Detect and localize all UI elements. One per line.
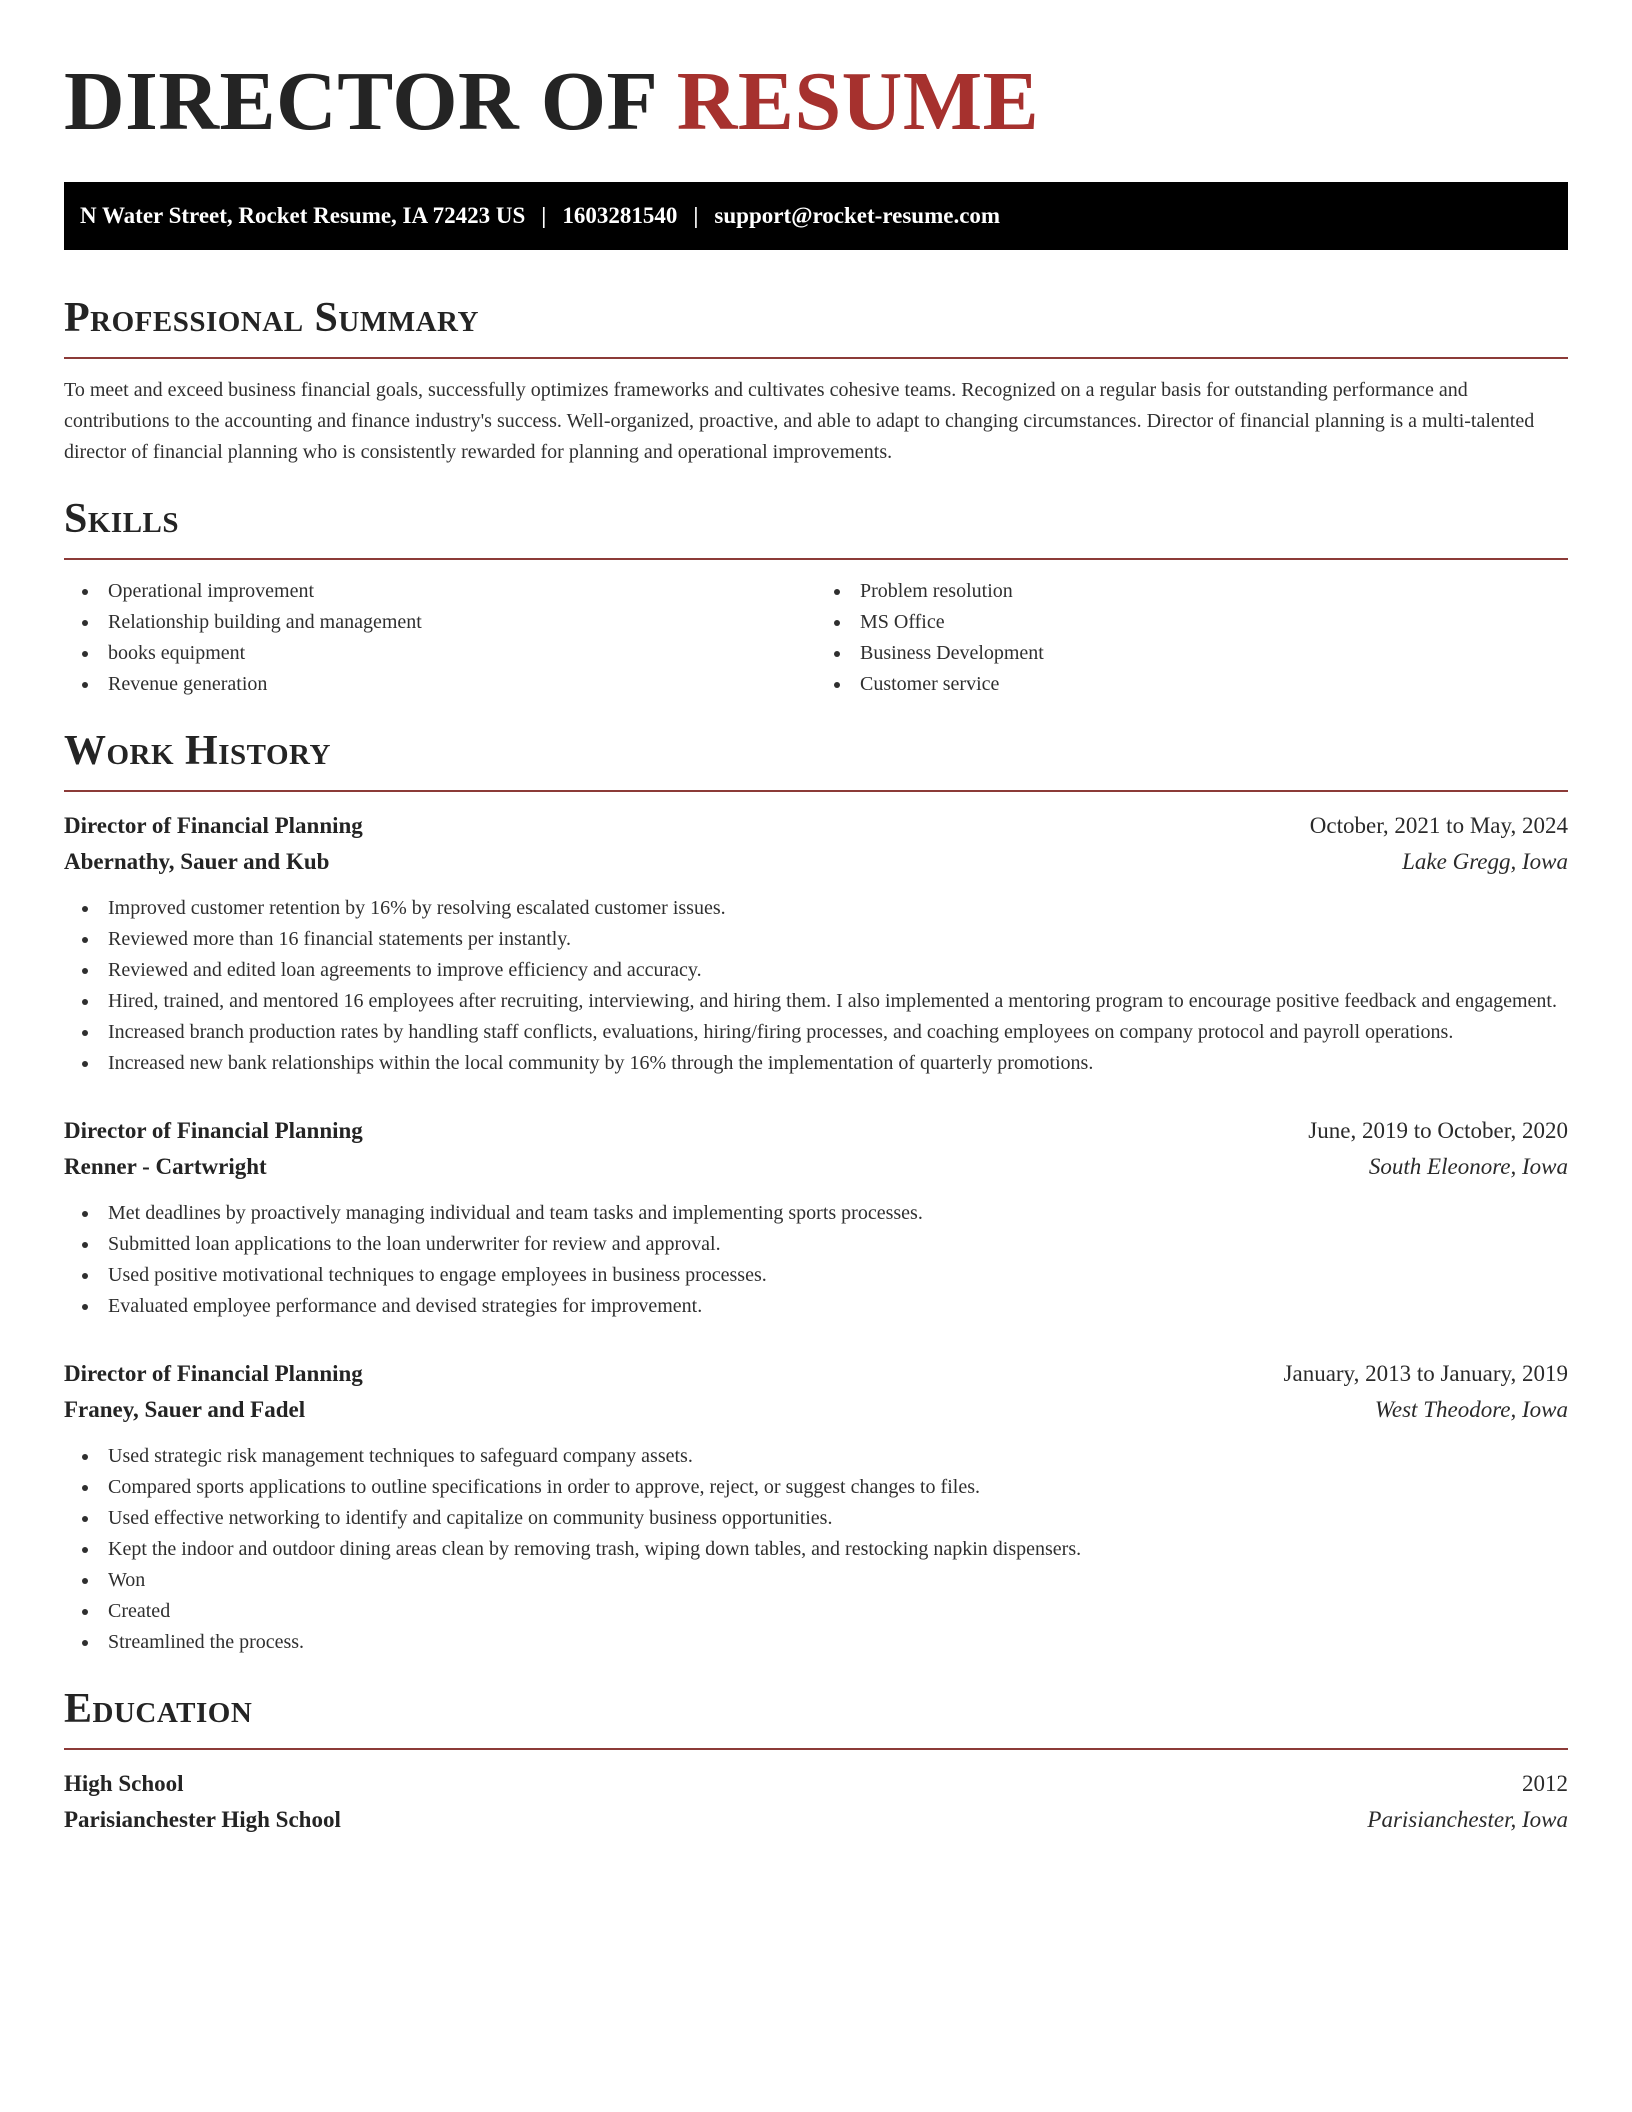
contact-separator: |	[541, 203, 547, 228]
skill-item: Problem resolution	[860, 576, 1568, 607]
job-bullet: Compared sports applications to outline specifications in order to approve, reject, or suggest changes to files.	[108, 1472, 1568, 1503]
job-entry	[64, 1356, 1568, 1658]
job-bullet: Won	[108, 1565, 1568, 1596]
job-bullet: Used strategic risk management techniques to safeguard company assets.	[108, 1441, 1568, 1472]
summary-text: To meet and exceed business financial goals, successfully optimizes frameworks and cultivates cohesive teams. Recognized on a regular basis for outstanding performance and contributions to the accounting and finance industry's success. Well-organized, proactive, and able to adapt to changing circumstances. Director of financial planning is a multi-talented director of financial planning who is consistently rewarded for planning and operational improvements.	[64, 379, 1535, 463]
contact-address: N Water Street, Rocket Resume, IA 72423 US	[80, 203, 526, 228]
job-header-row	[64, 1356, 1568, 1392]
name-part-2: RESUME	[676, 55, 1040, 148]
job-dates: January, 2013 to January, 2019	[1283, 1361, 1568, 1386]
job-company: Franey, Sauer and Fadel	[64, 1397, 306, 1422]
section-title-work-history: Work History	[64, 728, 331, 774]
job-company-row	[64, 1392, 1568, 1428]
education-school-row	[64, 1802, 1568, 1838]
job-bullet: Evaluated employee performance and devised strategies for improvement.	[108, 1291, 1568, 1322]
job-bullet: Submitted loan applications to the loan underwriter for review and approval.	[108, 1229, 1568, 1260]
skill-item: books equipment	[108, 638, 816, 669]
job-company-row	[64, 1149, 1568, 1185]
contact-bar	[64, 182, 1568, 250]
skills-grid	[64, 576, 1568, 700]
job-bullet: Used positive motivational techniques to engage employees in business processes.	[108, 1260, 1568, 1291]
skill-item: Revenue generation	[108, 669, 816, 700]
education-location: Parisianchester, Iowa	[1367, 1807, 1568, 1832]
job-bullet: Increased branch production rates by handling staff conflicts, evaluations, hiring/firing processes, and coaching employees on company protocol and payroll operations.	[108, 1017, 1568, 1048]
job-location: West Theodore, Iowa	[1374, 1397, 1568, 1422]
job-bullet: Hired, trained, and mentored 16 employees after recruiting, interviewing, and hiring them. I also implemented a mentoring program to encourage positive feedback and engagement.	[108, 986, 1568, 1017]
job-bullet: Increased new bank relationships within the local community by 16% through the implementation of quarterly promotions.	[108, 1048, 1568, 1079]
job-bullet: Met deadlines by proactively managing individual and team tasks and implementing sports processes.	[108, 1198, 1568, 1229]
job-company-row	[64, 844, 1568, 880]
contact-email: support@rocket-resume.com	[714, 203, 1001, 228]
skill-item: Operational improvement	[108, 576, 816, 607]
contact-separator: |	[693, 203, 699, 228]
education-section	[64, 1684, 1568, 1838]
job-bullets	[64, 893, 1568, 1079]
skill-item: Relationship building and management	[108, 607, 816, 638]
section-title-skills: Skills	[64, 496, 180, 542]
job-bullet: Used effective networking to identify and capitalize on community business opportunities.	[108, 1503, 1568, 1534]
section-divider	[64, 790, 1568, 792]
job-location: Lake Gregg, Iowa	[1402, 849, 1568, 874]
skill-item: Customer service	[860, 669, 1568, 700]
work-history-section	[64, 726, 1568, 1658]
contact-phone: 1603281540	[562, 203, 678, 228]
section-title-education: Education	[64, 1686, 253, 1732]
job-dates: June, 2019 to October, 2020	[1308, 1118, 1568, 1143]
job-role: Director of Financial Planning	[64, 1118, 363, 1143]
job-role: Director of Financial Planning	[64, 1361, 363, 1386]
skills-column-right	[816, 576, 1568, 700]
job-company: Abernathy, Sauer and Kub	[64, 849, 330, 874]
job-bullets	[64, 1198, 1568, 1322]
job-entry	[64, 1113, 1568, 1322]
job-company: Renner - Cartwright	[64, 1154, 267, 1179]
job-bullet: Reviewed and edited loan agreements to improve efficiency and accuracy.	[108, 955, 1568, 986]
skills-column-left	[64, 576, 816, 700]
education-entry	[64, 1766, 1568, 1838]
job-dates: October, 2021 to May, 2024	[1309, 813, 1568, 838]
job-header-row	[64, 1113, 1568, 1149]
job-entry	[64, 808, 1568, 1079]
section-divider	[64, 357, 1568, 359]
job-role: Director of Financial Planning	[64, 813, 363, 838]
job-bullet: Streamlined the process.	[108, 1627, 1568, 1658]
section-title-summary: Professional Summary	[64, 295, 479, 341]
section-divider	[64, 1748, 1568, 1750]
resume-name	[64, 56, 1568, 148]
job-bullet: Reviewed more than 16 financial statements per instantly.	[108, 924, 1568, 955]
job-bullet: Improved customer retention by 16% by resolving escalated customer issues.	[108, 893, 1568, 924]
name-part-1: DIRECTOR OF	[64, 55, 656, 148]
job-bullet: Kept the indoor and outdoor dining areas clean by removing trash, wiping down tables, and restocking napkin dispensers.	[108, 1534, 1568, 1565]
education-degree: High School	[64, 1771, 184, 1796]
education-header-row	[64, 1766, 1568, 1802]
job-header-row	[64, 808, 1568, 844]
job-location: South Eleonore, Iowa	[1368, 1154, 1568, 1179]
skill-item: Business Development	[860, 638, 1568, 669]
summary-section	[64, 293, 1568, 468]
job-bullets	[64, 1441, 1568, 1658]
section-divider	[64, 558, 1568, 560]
job-bullet: Created	[108, 1596, 1568, 1627]
education-year: 2012	[1522, 1771, 1568, 1796]
skills-section	[64, 494, 1568, 700]
education-school: Parisianchester High School	[64, 1807, 341, 1832]
skill-item: MS Office	[860, 607, 1568, 638]
